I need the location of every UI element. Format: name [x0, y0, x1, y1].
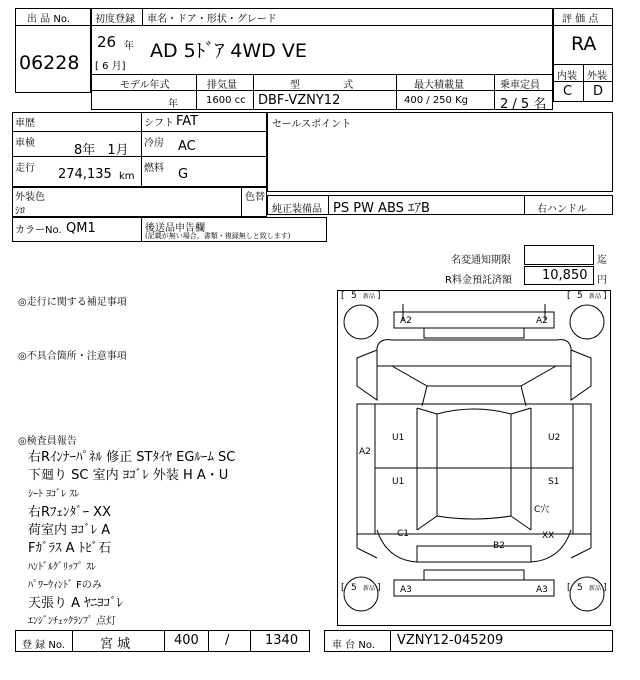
equipment-label: 純正装備品 — [272, 204, 322, 215]
first-registration-label: 初度登録 — [95, 14, 135, 25]
inspection-label: 車検 — [15, 138, 35, 149]
mark-rear-bumper-right: A3 — [536, 585, 548, 595]
tire-tag-word: 新品 — [363, 293, 376, 300]
registration-label: 登 録 No. — [22, 640, 65, 651]
tire-rear-left — [344, 577, 378, 611]
tire-tag: 5 — [351, 583, 357, 593]
sales-point-label: セールスポイント — [272, 119, 352, 130]
svg-text:]: ] — [377, 583, 381, 593]
postal-declaration-note: (記載が無い場合，書類・複録無しと致します) — [145, 232, 291, 240]
tire-tag: 5 — [577, 291, 583, 301]
mileage-label: 走行 — [15, 163, 35, 174]
tire-tag-word: 新品 — [589, 293, 602, 300]
year-unit: 年 — [124, 41, 134, 52]
score-label: 評 価 点 — [562, 14, 599, 25]
lot-number-label: 出 品 No. — [27, 14, 70, 25]
registration-place: 宮 城 — [100, 637, 131, 652]
displacement-label: 排気量 — [207, 80, 237, 91]
inspector-line: 荷室内 ﾖｺﾞﾚ A — [28, 523, 111, 538]
color-number-label: カラーNo. — [15, 225, 62, 236]
postal-declaration-label: 後送品申告欄 — [145, 223, 205, 234]
mark-rear-bumper-left: A3 — [400, 585, 412, 595]
capacity: 2 / 5 名 — [500, 97, 547, 112]
mark-door-rear-left: U1 — [392, 477, 405, 487]
fuel: G — [178, 167, 189, 182]
tire-rear-right — [570, 577, 604, 611]
capacity-label: 乗車定員 — [500, 80, 540, 91]
mark-door-rear-right: S1 — [548, 477, 560, 487]
name-change-box — [524, 245, 594, 265]
chassis-number: VZNY12-045209 — [397, 633, 504, 648]
inspector-line: 右Rｲﾝﾅｰﾊﾟﾈﾙ 修正 STﾀｲﾔ EGﾙｰﾑ SC — [28, 450, 236, 465]
exterior-label: 外装 — [587, 71, 607, 82]
defect-notes-title: ◎不具合箇所・注意事項 — [18, 351, 127, 362]
mark-rear-right: XX — [542, 531, 555, 541]
driving-notes-title: ◎走行に関する補足事項 — [18, 297, 127, 308]
shift-label: シフト — [144, 118, 174, 129]
fuel-label: 燃料 — [144, 163, 164, 174]
inspector-line: 天張り A ﾔﾆﾖｺﾞﾚ — [28, 596, 124, 611]
svg-text:]: ] — [603, 291, 607, 301]
exterior-grade: D — [593, 84, 604, 99]
lot-number: 06228 — [19, 52, 80, 74]
inspector-line: 下廻り SC 室内 ﾖｺﾞﾚ 外装 H A・U — [28, 468, 229, 483]
tire-tag: 5 — [351, 291, 357, 301]
inspector-line: ﾊﾟﾜｰｳｨﾝﾄﾞ Fのみ — [28, 580, 102, 591]
inspector-line: ｼｰﾄ ﾖｺﾞﾚ ｽﾚ — [28, 489, 80, 500]
vehicle-name: AD 5ﾄﾞｱ 4WD VE — [150, 40, 307, 62]
front-bumper — [394, 312, 554, 328]
inspection-date: 8年 1月 — [74, 143, 129, 158]
inspector-line: 右Rﾌｪﾝﾀﾞｰ XX — [28, 505, 111, 520]
inspector-line: Fｶﾞﾗｽ A ﾄﾋﾞ石 — [28, 541, 112, 556]
first-registration-year: 26 — [97, 33, 117, 51]
model-year-unit: 年 — [168, 99, 178, 110]
diagram-frame — [338, 291, 611, 626]
ac-label: 冷房 — [144, 138, 164, 149]
model-type: DBF-VZNY12 — [258, 93, 341, 108]
inspector-line: ｴﾝｼﾞﾝﾁｪｯｸﾗﾝﾌﾟ 点灯 — [28, 616, 117, 627]
exterior-color: ｼﾛ — [15, 206, 25, 217]
recycle-value: 10,850 — [542, 268, 588, 283]
mark-rear-left: C1 — [397, 529, 410, 539]
svg-text:[: [ — [341, 583, 345, 593]
svg-text:]: ] — [377, 291, 381, 301]
mark-door-front-left: U1 — [392, 433, 405, 443]
steering: 右ハンドル — [537, 204, 587, 215]
tire-front-left — [344, 305, 378, 339]
exterior-color-box — [12, 187, 267, 217]
details-box — [12, 112, 267, 187]
rear-bumper — [394, 580, 554, 596]
interior-label: 内装 — [557, 71, 577, 82]
svg-text:[: [ — [567, 291, 571, 301]
registration-separator: / — [225, 633, 230, 648]
max-load: 400 / 250 Kg — [404, 95, 468, 106]
inspector-report-title: ◎検査員報告 — [18, 436, 77, 447]
max-load-label: 最大積載量 — [414, 80, 464, 91]
tire-tag: 5 — [577, 583, 583, 593]
history-label: 車歴 — [15, 118, 35, 129]
type-label: 型 式 — [290, 80, 354, 91]
shift: FAT — [176, 114, 199, 129]
repaint-label: 色替 — [245, 192, 265, 203]
exterior-color-label: 外装色 — [15, 192, 45, 203]
svg-text:[: [ — [567, 583, 571, 593]
svg-text:]: ] — [603, 583, 607, 593]
mark-front-bumper-right: A2 — [536, 316, 548, 326]
vehicle-name-label: 車名・ドア・形状・グレード — [147, 14, 277, 25]
chassis-label: 車 台 No. — [332, 640, 375, 651]
mark-tailgate: B2 — [493, 541, 505, 551]
model-year-label: モデル年式 — [120, 80, 170, 91]
svg-text:[: [ — [341, 291, 345, 301]
mileage-unit: km — [119, 171, 135, 182]
mark-right-c-hole: C穴 — [534, 505, 550, 515]
interior-grade: C — [563, 84, 573, 99]
name-change-unit: 迄 — [597, 255, 607, 266]
name-change-label: 名変通知期限 — [451, 255, 511, 266]
mark-door-front-right: U2 — [548, 433, 561, 443]
first-registration-month: [ 6 月] — [95, 61, 126, 72]
score: RA — [571, 33, 597, 55]
recycle-unit: 円 — [597, 275, 607, 286]
body-outline — [357, 404, 591, 534]
tire-tag-word: 新品 — [363, 585, 376, 592]
ac: AC — [178, 139, 196, 154]
tire-front-right — [570, 305, 604, 339]
inspector-line: ﾊﾝﾄﾞﾙｸﾞﾘｯﾌﾟ ｽﾚ — [28, 562, 97, 573]
displacement: 1600 cc — [206, 95, 246, 106]
mileage: 274,135 — [58, 167, 112, 182]
mark-left-side: A2 — [359, 447, 371, 457]
registration-class: 400 — [174, 633, 199, 648]
recycle-label: R料金預託済額 — [445, 275, 512, 286]
tire-tag-word: 新品 — [589, 585, 602, 592]
equipment: PS PW ABS ｴｱB — [333, 201, 430, 216]
car-damage-diagram — [337, 290, 611, 626]
color-number: QM1 — [66, 221, 96, 236]
mark-front-bumper-left: A2 — [400, 316, 412, 326]
registration-number: 1340 — [265, 633, 299, 648]
